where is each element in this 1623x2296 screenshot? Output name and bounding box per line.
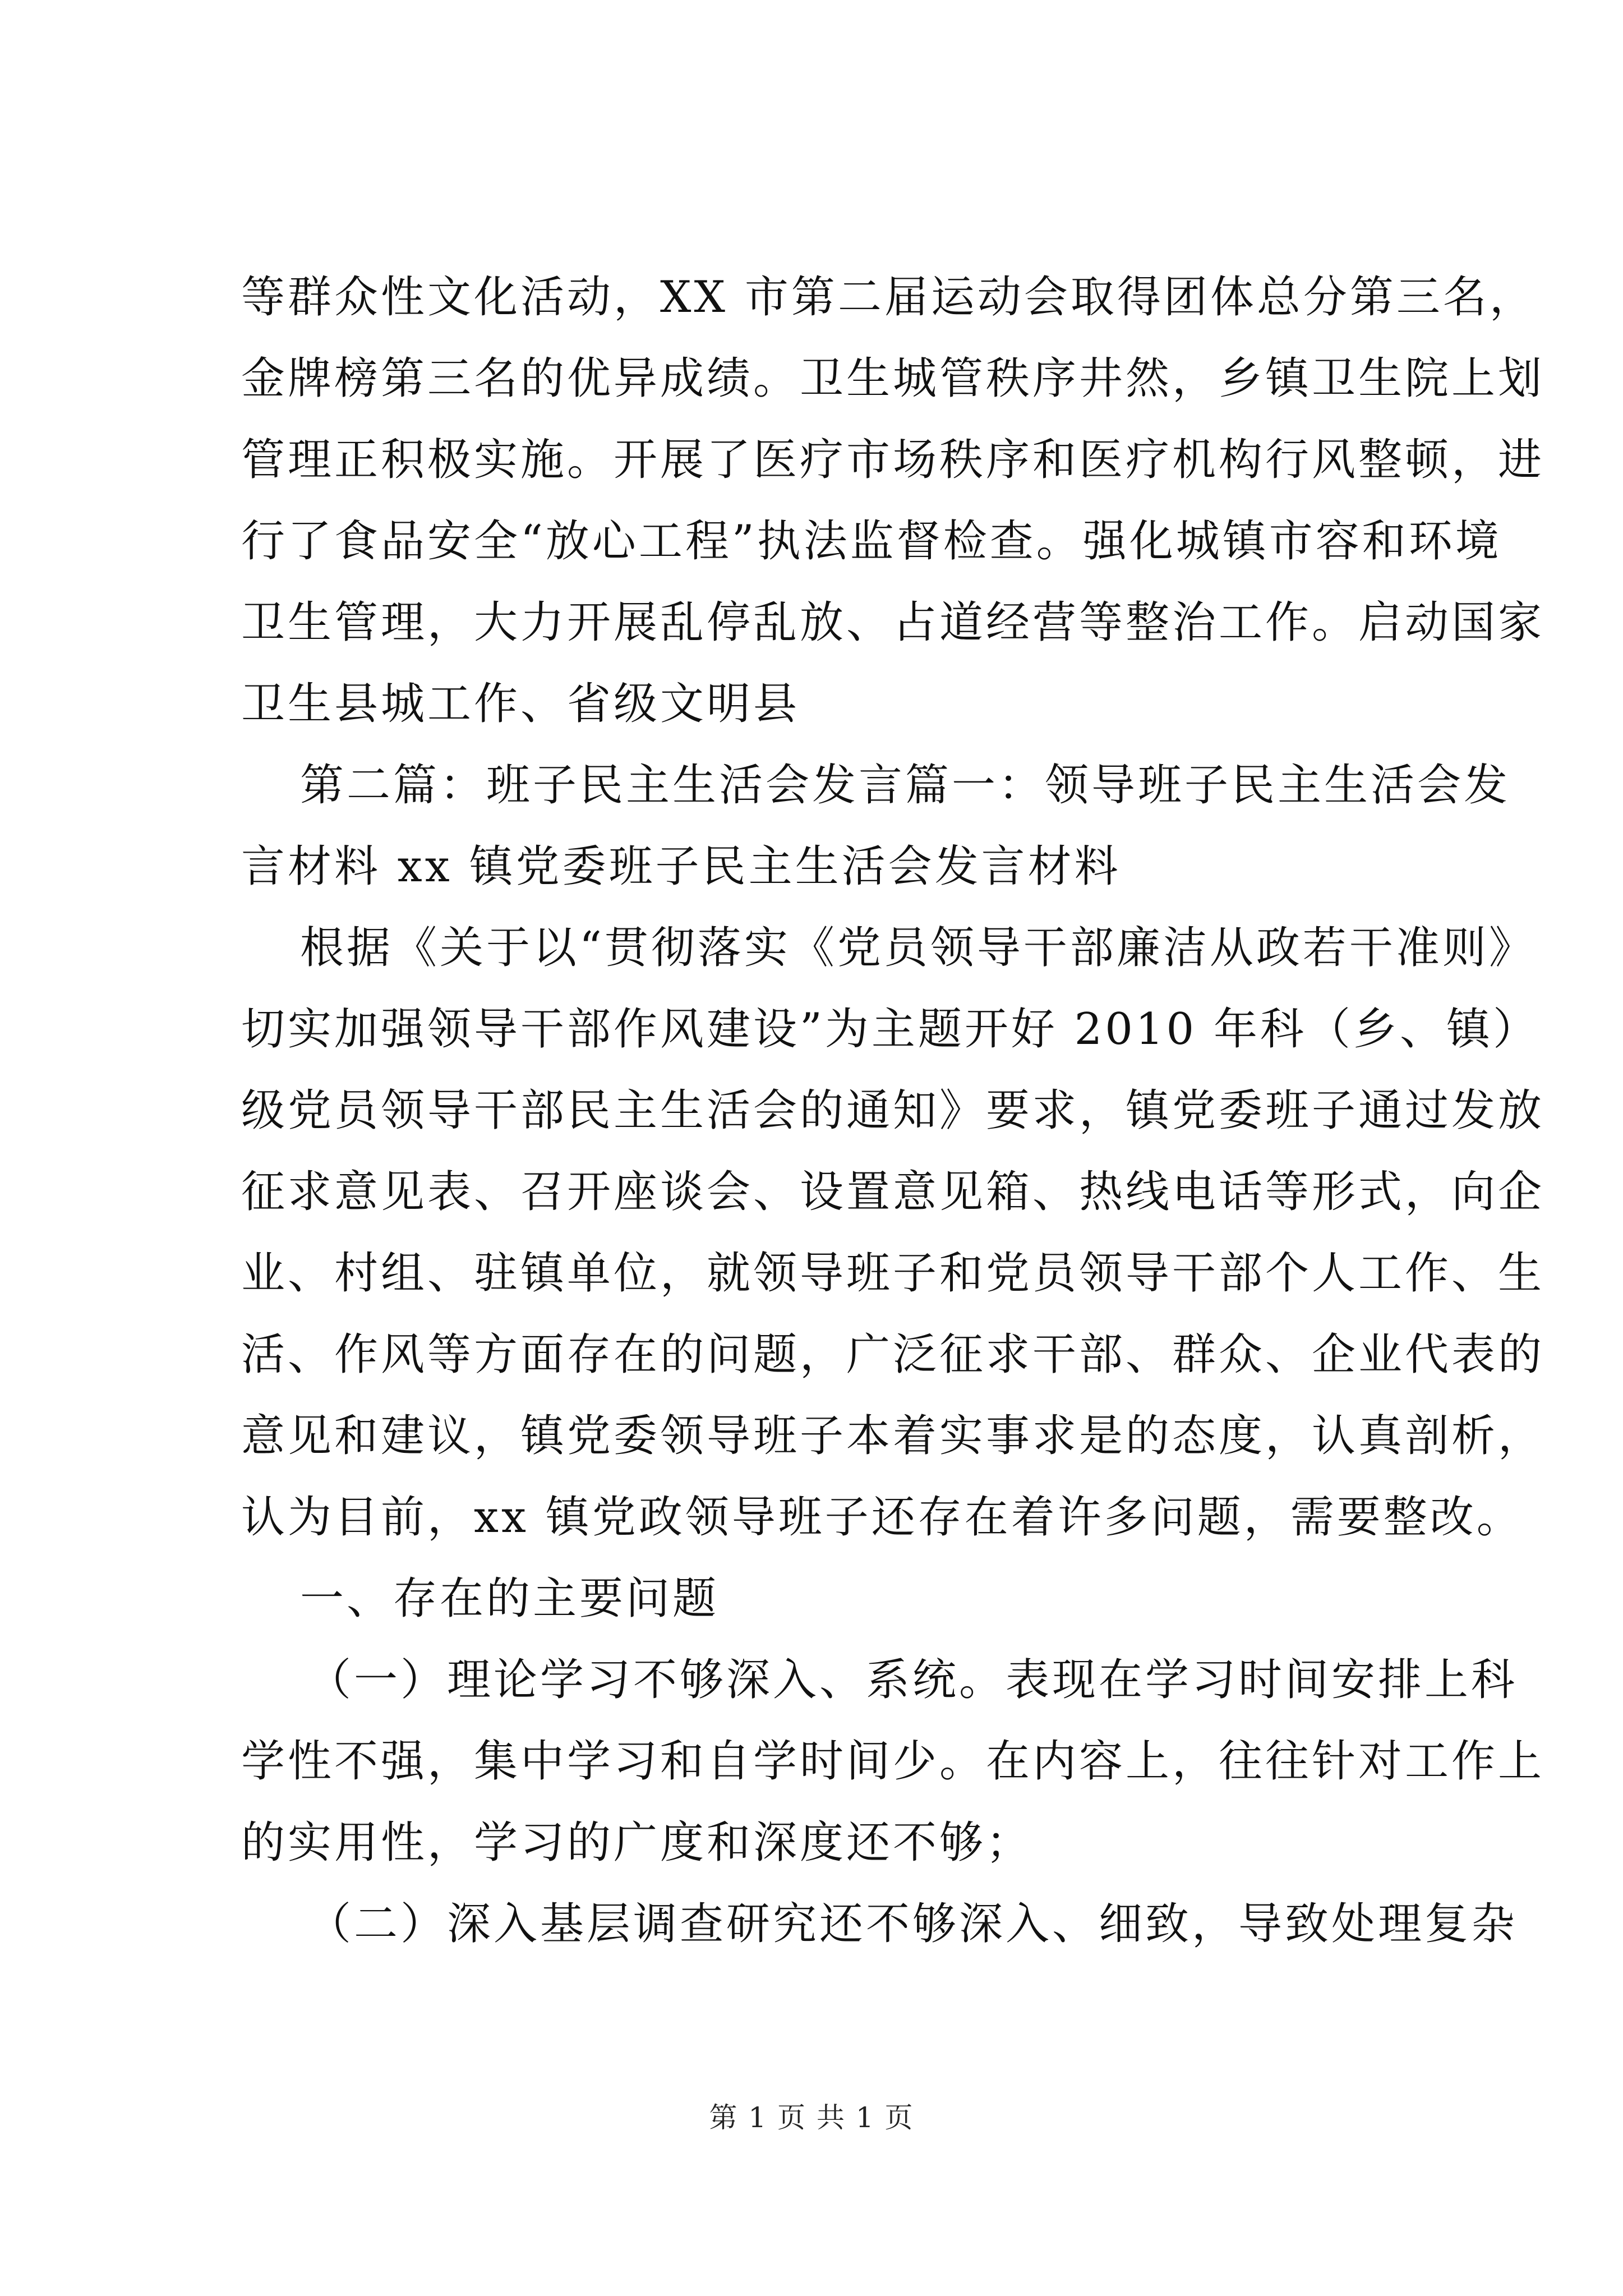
text-line: （二）深入基层调查研究还不够深入、细致，导致处理复杂 <box>307 1899 1518 1949</box>
text-line: 认为目前，xx 镇党政领导班子还存在着许多问题，需要整改。 <box>241 1492 1523 1543</box>
text-line: 学性不强，集中学习和自学时间少。在内容上，往往针对工作上 <box>241 1736 1545 1787</box>
text-line: 征求意见表、召开座谈会、设置意见箱、热线电话等形式，向企 <box>241 1167 1545 1217</box>
text-line: 行了食品安全“放心工程”执法监督检查。强化城镇市容和环境 <box>241 516 1502 567</box>
text-line: 级党员领导干部民主生活会的通知》要求，镇党委班子通过发放 <box>241 1085 1545 1136</box>
text-line: 根据《关于以“贯彻落实《党员领导干部廉洁从政若干准则》 <box>300 923 1536 973</box>
text-line: 切实加强领导干部作风建设”为主题开好 2010 年科（乡、镇） <box>241 1004 1539 1055</box>
text-line: 意见和建议，镇党委领导班子本着实事求是的态度，认真剖析， <box>241 1411 1545 1461</box>
text-line: 等群众性文化活动，XX 市第二届运动会取得团体总分第三名， <box>241 272 1536 323</box>
text-line: 卫生县城工作、省级文明县 <box>241 679 800 729</box>
text-line: 业、村组、驻镇单位，就领导班子和党员领导干部个人工作、生 <box>241 1248 1545 1299</box>
section-heading-line: 言材料 xx 镇党委班子民主生活会发言材料 <box>241 841 1121 892</box>
text-line: 卫生管理，大力开展乱停乱放、占道经营等整治工作。启动国家 <box>241 597 1545 648</box>
page-number-footer: 第 1 页 共 1 页 <box>709 2101 914 2134</box>
subheading-line: 一、存在的主要问题 <box>300 1573 720 1624</box>
section-heading-line: 第二篇：班子民主生活会发言篇一：领导班子民主生活会发 <box>300 760 1511 811</box>
text-line: 活、作风等方面存在的问题，广泛征求干部、群众、企业代表的 <box>241 1329 1545 1380</box>
text-line: 管理正积极实施。开展了医疗市场秩序和医疗机构行风整顿，进 <box>241 435 1545 485</box>
text-line: 金牌榜第三名的优异成绩。卫生城管秩序井然，乡镇卫生院上划 <box>241 353 1545 404</box>
text-line: （一）理论学习不够深入、系统。表现在学习时间安排上科 <box>307 1655 1518 1705</box>
text-line: 的实用性，学习的广度和深度还不够； <box>241 1818 1033 1868</box>
